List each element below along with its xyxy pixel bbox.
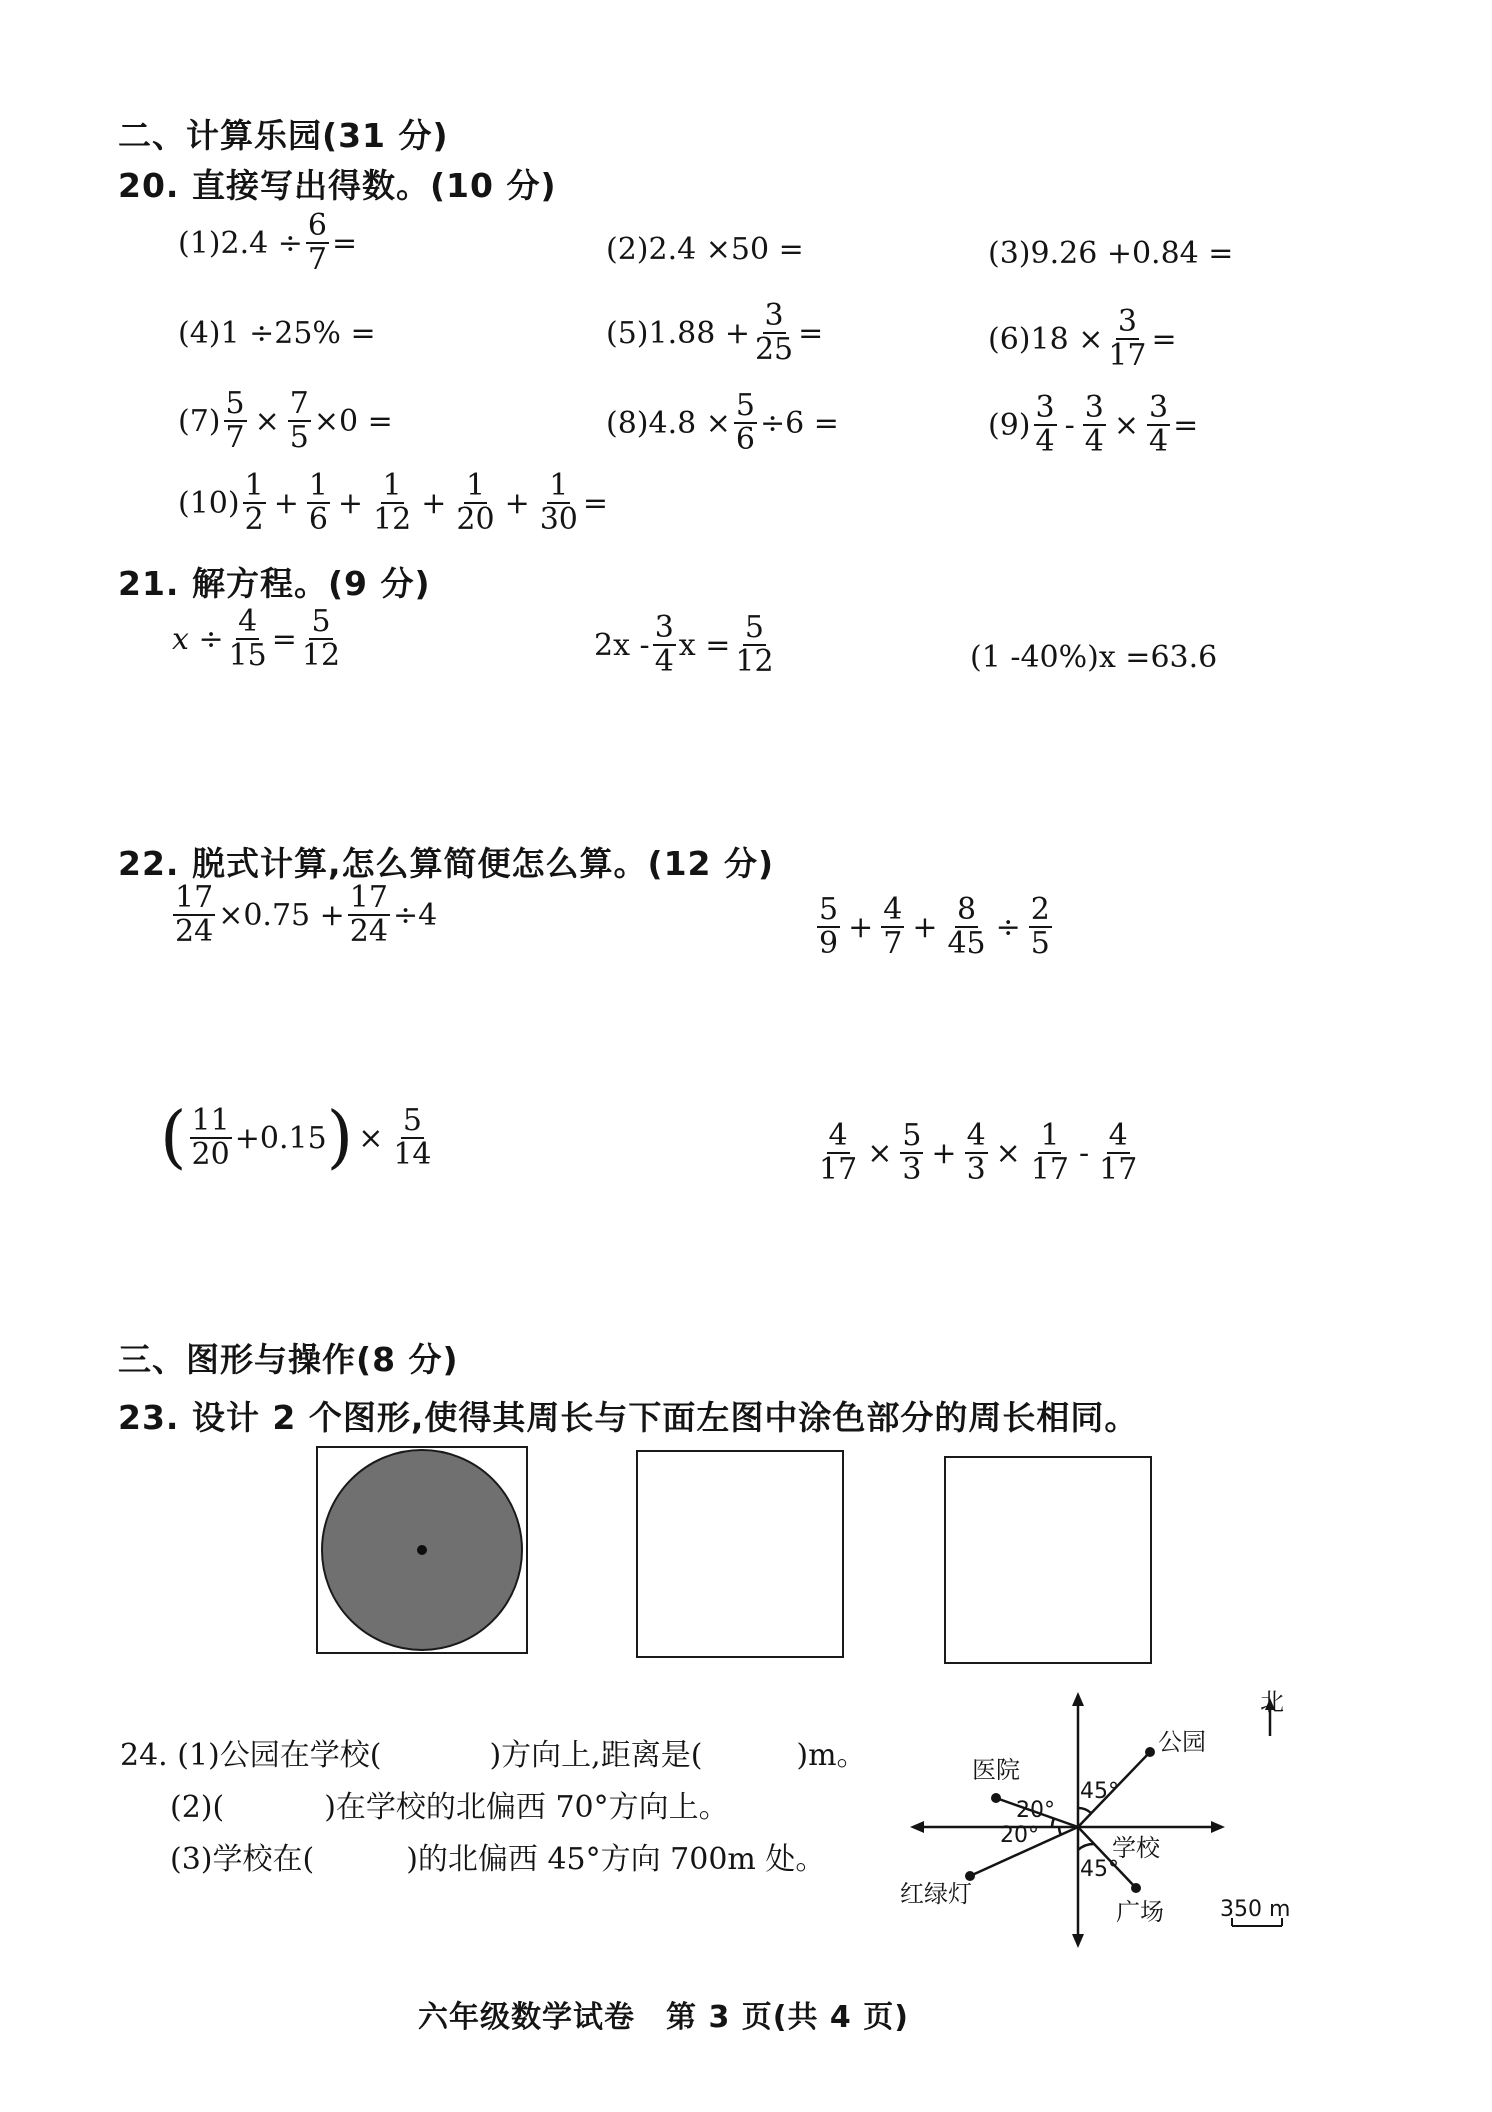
question-20-title: 20. 直接写出得数。(10 分): [118, 166, 557, 205]
q20-item-5: (5)1.88 + $\frac{3}{25}$ =: [606, 298, 824, 368]
blank-square-figure-1: [636, 1450, 844, 1658]
scale-label: 350 m: [1220, 1897, 1291, 1922]
page-footer: 六年级数学试卷 第 3 页(共 4 页): [418, 2000, 909, 2035]
question-23-title: 23. 设计 2 个图形,使得其周长与下面左图中涂色部分的周长相同。: [118, 1398, 1139, 1437]
section-title-shapes: 三、图形与操作(8 分): [118, 1340, 459, 1379]
hospital-label: 医院: [972, 1756, 1020, 1784]
q21-equation-2: 2x - $\frac{3}{4}$ x = $\frac{5}{12}$: [594, 610, 774, 680]
angle-square-label: 45°: [1080, 1857, 1119, 1882]
north-label: 北: [1260, 1690, 1284, 1716]
angle-light-label: 20°: [1000, 1823, 1039, 1848]
school-label: 学校: [1112, 1834, 1160, 1862]
question-21-title: 21. 解方程。(9 分): [118, 564, 431, 603]
shaded-circle-figure: [316, 1446, 528, 1654]
q24-line-2: (2)( )在学校的北偏西 70°方向上。: [170, 1790, 729, 1825]
q22-calc-4: $\frac{4}{17}$ × $\frac{5}{3}$ + $\frac{4}{3}$ × $\frac{1}{17}$ - $\frac{4}{17}$: [819, 1118, 1138, 1188]
q20-item-4: (4)1 ÷25% =: [178, 316, 376, 351]
angle-park-label: 45°: [1080, 1779, 1119, 1804]
q20-item-6: (6)18 × $\frac{3}{17}$ =: [988, 304, 1177, 374]
q21-equation-3: (1 -40%)x =63.6: [970, 640, 1218, 675]
q20-item-3: (3)9.26 +0.84 =: [988, 236, 1234, 271]
q20-item-8: (8)4.8 × $\frac{5}{6}$ ÷6 =: [606, 388, 839, 458]
q20-item-2: (2)2.4 ×50 =: [606, 232, 804, 267]
traffic-light-label: 红绿灯: [900, 1880, 972, 1908]
q20-item-10: (10) $\frac{1}{2}$ + $\frac{1}{6}$ + $\frac{1}{12}$ + $\frac{1}{20}$ + $\frac{1}{30}$ =: [178, 468, 609, 538]
q20-item-9: (9) $\frac{3}{4}$ - $\frac{3}{4}$ × $\frac{3}{4}$ =: [988, 390, 1199, 460]
q22-calc-1: $\frac{17}{24}$ ×0.75 + $\frac{17}{24}$ ÷4: [175, 880, 438, 950]
section-title-calc: 二、计算乐园(31 分): [118, 116, 449, 155]
question-22-title: 22. 脱式计算,怎么算简便怎么算。(12 分): [118, 844, 775, 883]
q24-line-3: (3)学校在( )的北偏西 45°方向 700m 处。: [170, 1842, 826, 1877]
park-label: 公园: [1158, 1728, 1206, 1756]
q22-calc-3: ( $\frac{11}{20}$ +0.15 ) × $\frac{5}{14}$: [160, 1098, 432, 1177]
q22-calc-2: $\frac{5}{9}$ + $\frac{4}{7}$ + $\frac{8}{45}$ ÷ $\frac{2}{5}$: [819, 892, 1050, 962]
direction-map: [900, 1690, 1300, 1950]
angle-hospital-label: 20°: [1016, 1798, 1055, 1823]
blank-square-figure-2: [944, 1456, 1152, 1664]
q21-equation-1: x ÷ $\frac{4}{15}$ = $\frac{5}{12}$: [172, 604, 341, 674]
square-label: 广场: [1116, 1898, 1164, 1926]
q20-item-7: (7) $\frac{5}{7}$ × $\frac{7}{5}$ ×0 =: [178, 386, 393, 456]
q20-item-1: (1)2.4 ÷ $\frac{6}{7}$ =: [178, 208, 358, 278]
q24-line-1: 24. (1)公园在学校( )方向上,距离是( )m。: [120, 1738, 867, 1773]
